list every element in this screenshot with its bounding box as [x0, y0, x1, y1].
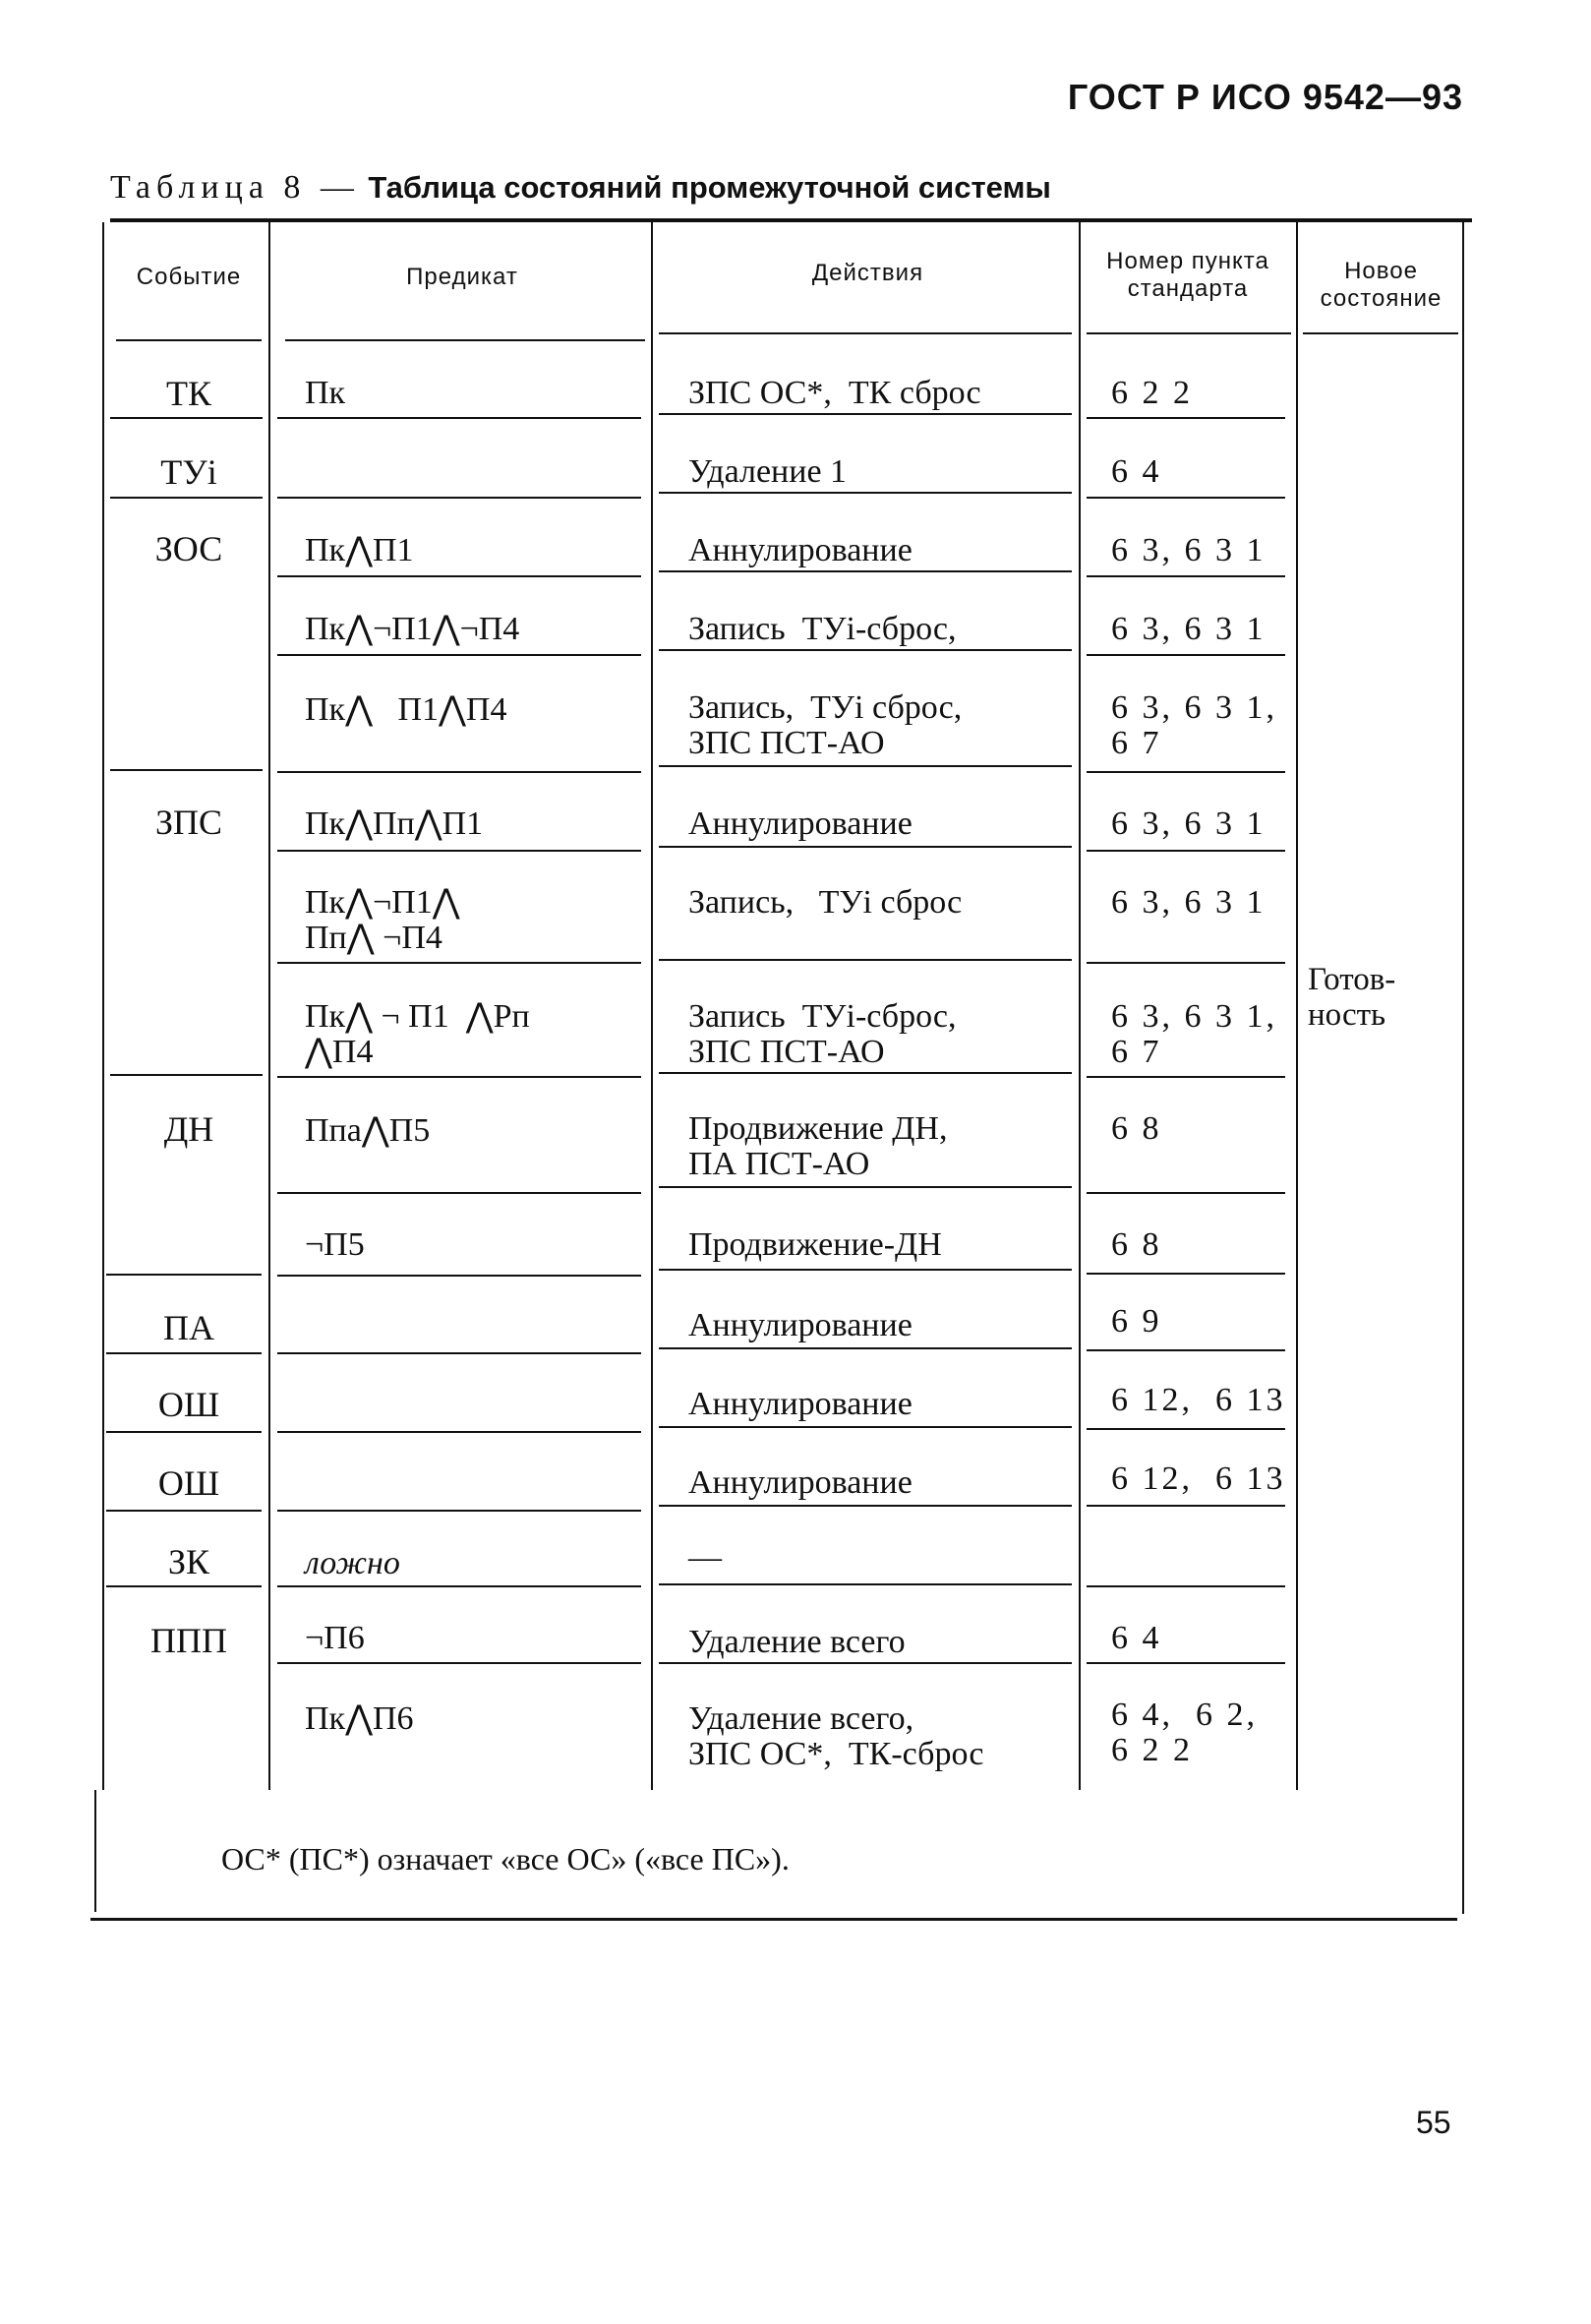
- row-rule: [106, 1274, 262, 1276]
- row-rule: [1087, 1273, 1285, 1275]
- row-rule: [659, 1505, 1072, 1507]
- cell-event: ППП: [150, 1621, 227, 1660]
- cell-event: ПА: [163, 1308, 214, 1347]
- row-rule: [1087, 962, 1285, 964]
- cell-actions: Запись, ТУi сброс: [688, 884, 963, 921]
- cell-predicate: Ппа⋀П5: [305, 1112, 431, 1149]
- cell-clause: 6 8: [1111, 1110, 1162, 1147]
- header-rule: [659, 332, 1072, 334]
- cell-event: ЗПС: [154, 803, 223, 842]
- row-rule: [277, 1076, 641, 1078]
- row-rule: [1087, 1192, 1285, 1194]
- cell-predicate: ¬П5: [305, 1226, 365, 1263]
- row-rule: [1087, 654, 1285, 656]
- table-caption-label: Таблица 8 —: [110, 169, 360, 206]
- row-rule: [277, 1585, 641, 1587]
- column-rule-2: [651, 222, 653, 1790]
- row-rule: [659, 1186, 1072, 1188]
- row-rule: [277, 497, 641, 499]
- cell-actions: Запись ТУi-сброс,: [688, 611, 957, 647]
- row-rule: [1087, 1505, 1285, 1507]
- cell-predicate: ¬П6: [305, 1620, 365, 1656]
- cell-clause: 6 2 2: [1111, 375, 1193, 411]
- cell-clause: 6 3, 6 3 1: [1111, 884, 1267, 921]
- cell-actions: Аннулирование: [688, 1386, 913, 1422]
- row-rule: [277, 850, 641, 852]
- row-rule: [1087, 575, 1285, 577]
- cell-predicate: Пк⋀ П1⋀П4: [305, 691, 507, 728]
- header-rule: [116, 339, 262, 341]
- row-rule: [277, 1352, 641, 1354]
- row-rule: [277, 1275, 641, 1277]
- row-rule: [277, 1662, 641, 1664]
- row-rule: [659, 1662, 1072, 1664]
- row-rule: [1087, 417, 1285, 419]
- cell-predicate: Пк⋀Пп⋀П1: [305, 805, 484, 842]
- row-rule: [277, 1192, 641, 1194]
- header-rule: [1087, 332, 1291, 334]
- cell-actions: Запись, ТУi сброс, ЗПС ПСТ-АО: [688, 689, 963, 761]
- cell-clause: 6 12, 6 13: [1111, 1382, 1286, 1418]
- row-rule: [106, 1585, 262, 1587]
- cell-clause: 6 9: [1111, 1303, 1162, 1340]
- cell-clause: 6 4: [1111, 1620, 1162, 1656]
- row-rule: [277, 962, 641, 964]
- standard-designation: ГОСТ Р ИСО 9542—93: [1067, 77, 1463, 117]
- cell-actions: Аннулирование: [688, 532, 913, 568]
- cell-actions: Удаление всего, ЗПС ОС*, ТК-сброс: [688, 1700, 984, 1772]
- row-rule: [1087, 1349, 1285, 1351]
- cell-predicate: Пк⋀¬П1⋀ Пп⋀ ¬П4: [305, 884, 460, 956]
- cell-predicate: Пк: [305, 375, 346, 411]
- cell-actions: —: [688, 1539, 722, 1576]
- row-rule: [106, 1510, 262, 1512]
- cell-event: ЗОС: [154, 529, 223, 568]
- cell-predicate: Пк⋀П1: [305, 532, 414, 568]
- cell-actions: Запись ТУi-сброс, ЗПС ПСТ-АО: [688, 998, 957, 1070]
- row-rule: [106, 1431, 262, 1433]
- row-rule: [277, 1510, 641, 1512]
- row-rule: [1087, 1076, 1285, 1078]
- row-rule: [659, 846, 1072, 848]
- row-rule: [106, 1352, 262, 1354]
- row-rule: [277, 575, 641, 577]
- cell-actions: Удаление всего: [688, 1624, 906, 1660]
- header-actions: Действия: [811, 260, 924, 286]
- header-rule: [1303, 332, 1458, 334]
- row-rule: [110, 417, 263, 419]
- row-rule: [659, 570, 1072, 572]
- column-rule-3: [1079, 222, 1081, 1790]
- row-rule: [1087, 497, 1285, 499]
- left-border: [102, 222, 104, 1790]
- cell-event: ОШ: [157, 1385, 220, 1424]
- header-new-state: Новое состояние: [1320, 258, 1443, 312]
- cell-actions: Аннулирование: [688, 805, 913, 842]
- cell-actions: Аннулирование: [688, 1307, 913, 1343]
- cell-actions: Продвижение-ДН: [688, 1226, 942, 1263]
- row-rule: [659, 1583, 1072, 1585]
- row-rule: [1087, 850, 1285, 852]
- row-rule: [659, 765, 1072, 767]
- cell-clause: 6 4: [1111, 453, 1162, 490]
- cell-predicate: Пк⋀П6: [305, 1700, 414, 1737]
- cell-event: ОШ: [157, 1463, 220, 1503]
- row-rule: [659, 1347, 1072, 1349]
- cell-actions: ЗПС ОС*, ТК сброс: [688, 375, 981, 411]
- row-rule: [277, 654, 641, 656]
- cell-actions: Удаление 1: [688, 453, 848, 490]
- row-rule: [277, 1431, 641, 1433]
- cell-event: ЗК: [167, 1542, 210, 1581]
- header-rule: [285, 339, 645, 341]
- right-border: [1462, 222, 1464, 1914]
- cell-clause: 6 3, 6 3 1: [1111, 611, 1267, 647]
- cell-clause: 6 12, 6 13: [1111, 1460, 1286, 1497]
- header-clause: Номер пункта стандарта: [1106, 248, 1269, 302]
- cell-clause: 6 3, 6 3 1, 6 7: [1111, 689, 1277, 761]
- cell-clause: 6 8: [1111, 1226, 1162, 1263]
- row-rule: [1087, 1662, 1285, 1664]
- cell-clause: 6 3, 6 3 1, 6 7: [1111, 998, 1277, 1070]
- page-number: 55: [1416, 2105, 1451, 2140]
- cell-actions: Аннулирование: [688, 1464, 913, 1501]
- left-border-lower: [94, 1790, 96, 1912]
- row-rule: [110, 497, 263, 499]
- row-rule: [659, 1072, 1072, 1074]
- cell-event: ТК: [165, 374, 211, 413]
- cell-predicate: Пк⋀ ¬ П1 ⋀Рп ⋀П4: [305, 998, 530, 1070]
- column-rule-1: [268, 222, 270, 1790]
- header-predicate: Предикат: [406, 264, 518, 290]
- row-rule: [1087, 1428, 1285, 1430]
- row-rule: [659, 959, 1072, 961]
- row-rule: [659, 649, 1072, 651]
- row-rule: [110, 1074, 263, 1076]
- cell-clause: 6 4, 6 2, 6 2 2: [1111, 1697, 1258, 1768]
- row-rule: [659, 492, 1072, 494]
- row-rule: [110, 769, 263, 771]
- cell-actions: Продвижение ДН, ПА ПСТ-АО: [688, 1110, 948, 1182]
- row-rule: [1087, 1585, 1285, 1587]
- cell-predicate: Пк⋀¬П1⋀¬П4: [305, 611, 520, 647]
- table-caption-title: Таблица состояний промежуточной системы: [368, 170, 1051, 205]
- cell-clause: 6 3, 6 3 1: [1111, 532, 1267, 568]
- column-rule-4: [1296, 222, 1298, 1790]
- table-bottom-rule: [90, 1918, 1457, 1921]
- row-rule: [659, 1426, 1072, 1428]
- row-rule: [659, 413, 1072, 415]
- table-caption: [110, 169, 1051, 207]
- cell-predicate: ложно: [305, 1545, 400, 1581]
- cell-event: ДН: [163, 1109, 214, 1149]
- row-rule: [277, 417, 641, 419]
- cell-event: ТУi: [160, 452, 217, 492]
- cell-clause: 6 3, 6 3 1: [1111, 805, 1267, 842]
- row-rule: [659, 1269, 1072, 1271]
- header-event: Событие: [136, 264, 242, 290]
- row-rule: [1087, 771, 1285, 773]
- table-top-rule: [110, 218, 1472, 222]
- cell-new-state: Готов- ность: [1308, 962, 1396, 1033]
- table-footnote: ОС* (ПС*) означает «все ОС» («все ПС»).: [221, 1841, 790, 1877]
- row-rule: [277, 771, 641, 773]
